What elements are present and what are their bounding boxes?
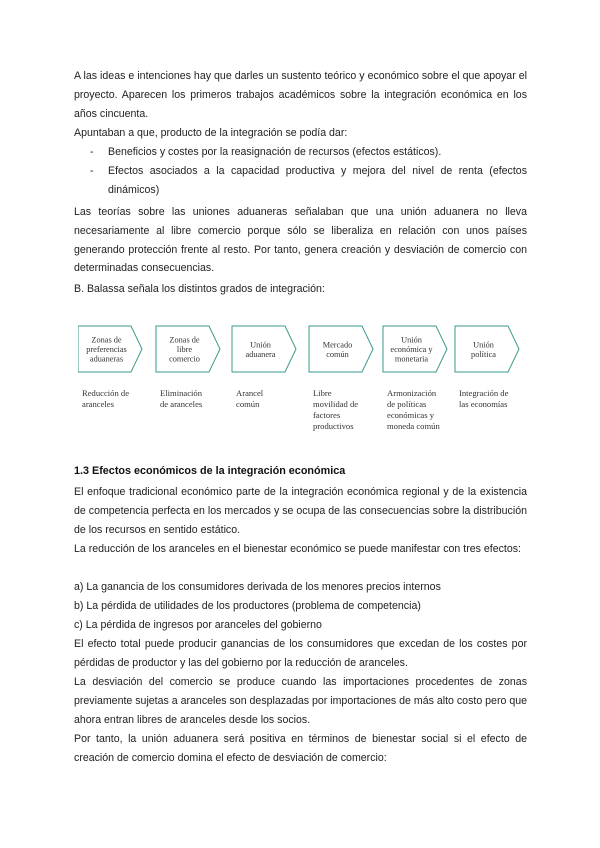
traditional-approach-paragraph: El enfoque tradicional económico parte de la integración económica regional y de la existencia de competencia perfecta en los mercados y se ocupa de las consecuencias sobre la distribución de los recursos en sentido estático. [74, 486, 527, 536]
stage-description: factores [313, 410, 341, 420]
customs-union-paragraph: Las teorías sobre las uniones aduaneras señalaban que una unión aduanera no lleva necesariamente al libre comercio porque sólo se liberaliza en relación con unos países generando protección frente al resto. Por tanto, genera creación y desviación de comercio con determinadas consecuencias. [74, 206, 527, 275]
bullet-marker: - [90, 146, 94, 158]
stage-description: de aranceles [160, 399, 203, 409]
stage-label: aduaneras [89, 354, 124, 364]
stage-label: económica y [390, 345, 433, 354]
stage-label: libre [176, 345, 193, 354]
section-heading: 1.3 Efectos económicos de la integración económica [74, 465, 346, 477]
stage-label: aduanera [245, 349, 276, 359]
stage-description: productivos [313, 421, 354, 431]
stage-description: aranceles [82, 399, 114, 409]
conclusion-paragraph: Por tanto, la unión aduanera será positiva en términos de bienestar social si el efecto de creación de comercio domina el efecto de desviación de comercio: [74, 733, 527, 764]
stage-description: Integración de [459, 388, 509, 398]
stage-description: Armonización [387, 388, 437, 398]
stage-description: Arancel [236, 388, 264, 398]
stage-description: de políticas [387, 399, 427, 409]
bullet-marker: - [90, 165, 94, 177]
bullet-static-effects: Beneficios y costes por la reasignación de recursos (efectos estáticos). [108, 146, 442, 158]
stage-label: Unión [250, 340, 271, 350]
stage-description: moneda común [387, 421, 440, 431]
stage-description: Libre [313, 388, 332, 398]
integration-stages-diagram [78, 318, 538, 448]
stage-description: económicas y [387, 410, 435, 420]
effect-a: a) La ganancia de los consumidores derivada de los menores precios internos [74, 581, 441, 593]
stage-description: común [236, 399, 260, 409]
stage-label: comercio [169, 354, 200, 364]
stage-description: Eliminación [160, 388, 203, 398]
trade-diversion-paragraph: La desviación del comercio se produce cuando las importaciones procedentes de zonas previamente sujetas a aranceles son desplazadas por importaciones de más alto costo pero que ahora entran libres de aranceles desde los socios. [74, 676, 527, 726]
effect-b: b) La pérdida de utilidades de los productores (problema de competencia) [74, 600, 421, 612]
stage-label: común [326, 349, 349, 359]
stage-label: Unión [473, 340, 494, 350]
stage-label: Unión [401, 335, 422, 345]
stage-description: las economías [459, 399, 508, 409]
balassa-lead: B. Balassa señala los distintos grados de integración: [74, 283, 325, 295]
total-effect-paragraph: El efecto total puede producir ganancias de los consumidores que excedan de los costes por pérdidas de productor y las del gobierno por la reducción de aranceles. [74, 638, 527, 669]
stage-description: Reducción de [82, 388, 130, 398]
tariff-reduction-paragraph: La reducción de los aranceles en el bienestar económico se puede manifestar con tres efectos: [74, 543, 521, 555]
integration-effects-lead: Apuntaban a que, producto de la integración se podía dar: [74, 127, 348, 139]
stage-label: Zonas de [169, 335, 200, 345]
stage-label: preferencias [86, 345, 127, 354]
stage-label: Zonas de [91, 335, 122, 345]
stage-label: Mercado [322, 340, 353, 350]
stage-label: monetaria [394, 354, 429, 364]
intro-paragraph: A las ideas e intenciones hay que darles un sustento teórico y económico sobre el que apoyar el proyecto. Aparecen los primeros trabajos académicos sobre la integración económica en los años cincuenta. [74, 70, 527, 120]
bullet-dynamic-effects: Efectos asociados a la capacidad productiva y mejora del nivel de renta (efectos dinámicos) [108, 165, 527, 196]
stage-description: movilidad de [313, 399, 359, 409]
stage-label: política [471, 349, 496, 359]
effect-c: c) La pérdida de ingresos por aranceles del gobierno [74, 619, 322, 631]
